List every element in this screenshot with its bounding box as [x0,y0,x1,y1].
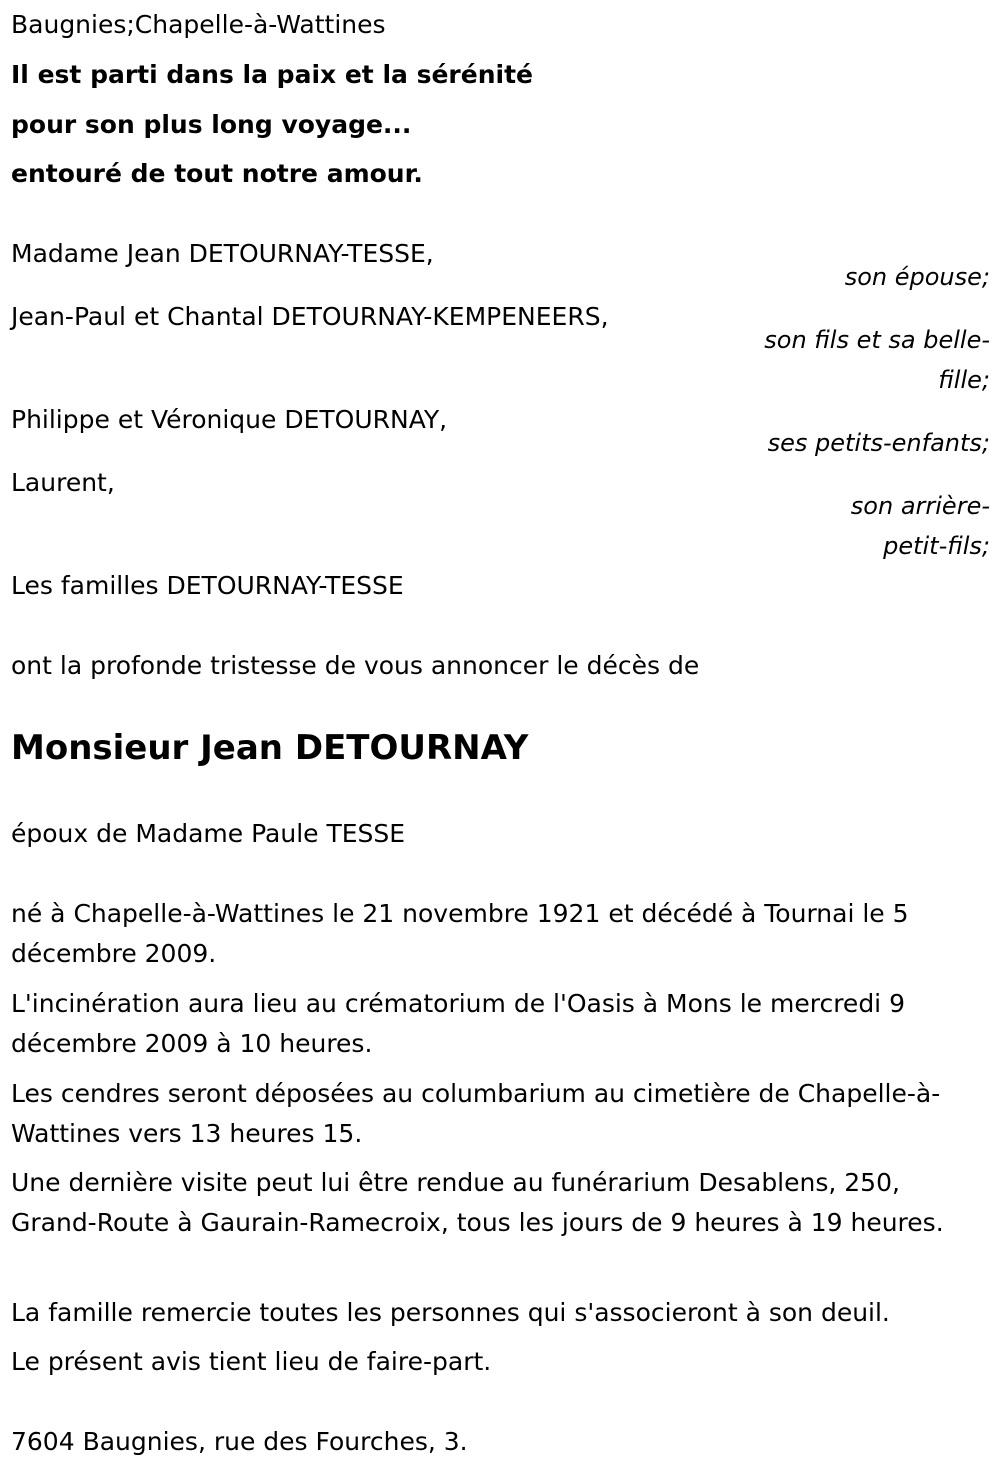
epitaph-line: pour son plus long voyage... [11,110,412,139]
epitaph-line: entouré de tout notre amour. [11,159,423,188]
detail-paragraph: L'incinération aura lieu au crématorium de l'Oasis à Mons le mercredi 9 décembre 2009 à 10 heures. [11,989,905,1058]
detail-paragraph: Une dernière visite peut lui être rendue au funérarium Desablens, 250, Grand-Route à Gaurain-Ramecroix, tous les jours de 9 heures à 19 heures. [11,1168,944,1237]
address: 7604 Baugnies, rue des Fourches, 3. [11,1427,468,1456]
deceased-name: Monsieur Jean DETOURNAY [11,728,529,768]
mourner-name: Laurent, [11,468,115,497]
mourner-role: ses petits-enfants; [767,429,990,457]
epitaph-line: Il est parti dans la paix et la sérénité [11,60,533,89]
detail-paragraph: Les cendres seront déposées au columbarium au cimetière de Chapelle-à-Wattines vers 13 heures 15. [11,1079,941,1148]
mourner-name: Madame Jean DETOURNAY-TESSE, [11,239,434,268]
mourner-name: Les familles DETOURNAY-TESSE [11,571,404,600]
header-locations: Baugnies;Chapelle-à-Wattines [11,10,386,39]
mourner-role: son fils et sa belle-fille; [764,326,990,394]
detail-paragraph: La famille remercie toutes les personnes qui s'associeront à son deuil. [11,1298,890,1327]
announcement-text: ont la profonde tristesse de vous annoncer le décès de [11,651,700,680]
mourner-name: Jean-Paul et Chantal DETOURNAY-KEMPENEERS, [11,302,609,331]
mourner-role: son épouse; [844,263,990,291]
deceased-spouse: époux de Madame Paule TESSE [11,819,406,848]
mourner-name: Philippe et Véronique DETOURNAY, [11,405,448,434]
detail-paragraph: né à Chapelle-à-Wattines le 21 novembre 1921 et décédé à Tournai le 5 décembre 2009. [11,899,909,968]
mourner-role: son arrière-petit-fils; [850,492,990,560]
detail-paragraph: Le présent avis tient lieu de faire-part. [11,1347,492,1376]
